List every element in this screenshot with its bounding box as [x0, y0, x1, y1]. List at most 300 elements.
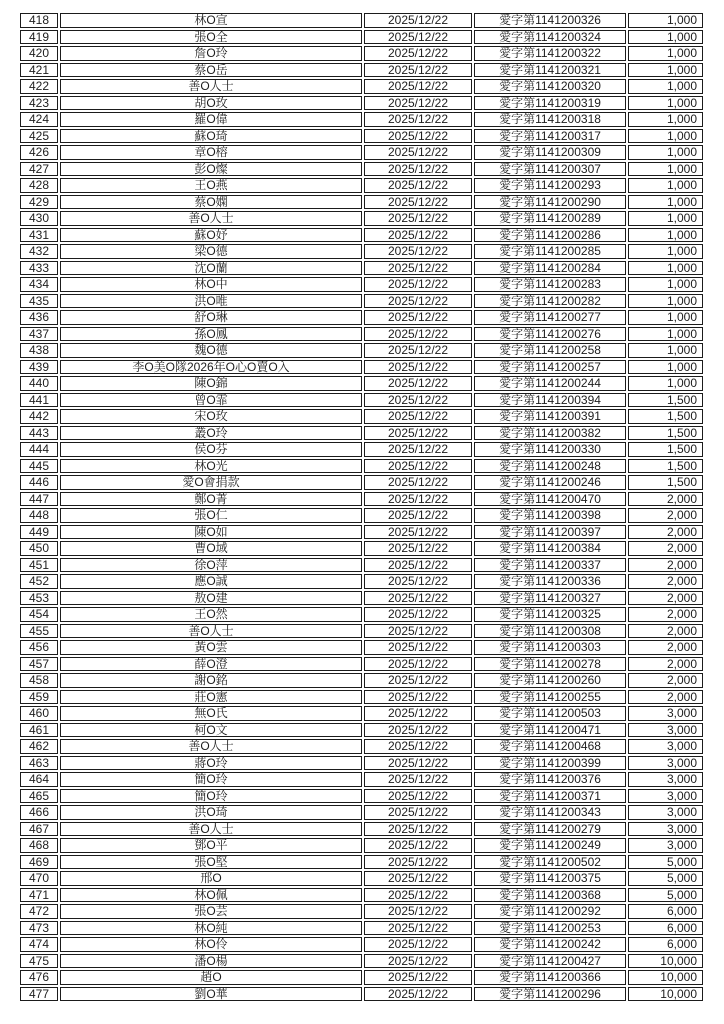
receipt-number: 愛字第1141200289 [474, 211, 626, 226]
donation-date: 2025/12/22 [364, 96, 472, 111]
table-row [20, 888, 703, 903]
receipt-number: 愛字第1141200397 [474, 525, 626, 540]
donation-amount: 2,000 [628, 541, 703, 556]
donation-date: 2025/12/22 [364, 888, 472, 903]
row-number: 468 [20, 838, 58, 853]
donation-amount: 6,000 [628, 921, 703, 936]
table-row [20, 79, 703, 94]
donation-amount: 1,000 [628, 277, 703, 292]
table-row [20, 492, 703, 507]
donor-name: 孫O鳳 [60, 327, 362, 342]
donor-name: 陳O如 [60, 525, 362, 540]
donation-amount: 1,000 [628, 244, 703, 259]
row-number: 438 [20, 343, 58, 358]
donor-name: 張O全 [60, 30, 362, 45]
donation-date: 2025/12/22 [364, 607, 472, 622]
table-row [20, 574, 703, 589]
donation-date: 2025/12/22 [364, 261, 472, 276]
donation-amount: 3,000 [628, 706, 703, 721]
row-number: 455 [20, 624, 58, 639]
donation-amount: 2,000 [628, 591, 703, 606]
row-number: 426 [20, 145, 58, 160]
table-row [20, 277, 703, 292]
row-number: 457 [20, 657, 58, 672]
receipt-number: 愛字第1141200376 [474, 772, 626, 787]
donor-name: 宋O玫 [60, 409, 362, 424]
donation-date: 2025/12/22 [364, 987, 472, 1002]
row-number: 449 [20, 525, 58, 540]
receipt-number: 愛字第1141200257 [474, 360, 626, 375]
donor-name: 胡O玫 [60, 96, 362, 111]
donor-name: 蔡O嫻 [60, 195, 362, 210]
donor-name: 林O宣 [60, 13, 362, 28]
donation-date: 2025/12/22 [364, 244, 472, 259]
donor-name: 王O燕 [60, 178, 362, 193]
receipt-number: 愛字第1141200324 [474, 30, 626, 45]
donor-name: 善O人士 [60, 822, 362, 837]
donation-amount: 1,500 [628, 442, 703, 457]
receipt-number: 愛字第1141200326 [474, 13, 626, 28]
donor-name: 鄧O平 [60, 838, 362, 853]
receipt-number: 愛字第1141200296 [474, 987, 626, 1002]
donation-amount: 2,000 [628, 525, 703, 540]
row-number: 421 [20, 63, 58, 78]
donation-date: 2025/12/22 [364, 195, 472, 210]
table-row [20, 409, 703, 424]
receipt-number: 愛字第1141200260 [474, 673, 626, 688]
donation-date: 2025/12/22 [364, 541, 472, 556]
donation-amount: 1,000 [628, 129, 703, 144]
donor-name: 曾O霏 [60, 393, 362, 408]
row-number: 432 [20, 244, 58, 259]
table-row [20, 756, 703, 771]
donor-name: 張O仁 [60, 508, 362, 523]
receipt-number: 愛字第1141200249 [474, 838, 626, 853]
receipt-number: 愛字第1141200258 [474, 343, 626, 358]
donation-amount: 3,000 [628, 756, 703, 771]
table-row [20, 475, 703, 490]
table-row [20, 63, 703, 78]
row-number: 466 [20, 805, 58, 820]
donor-name: 無O氏 [60, 706, 362, 721]
donor-name: 洪O唯 [60, 294, 362, 309]
donation-date: 2025/12/22 [364, 558, 472, 573]
table-row [20, 921, 703, 936]
donor-name: 彭O燦 [60, 162, 362, 177]
donor-name: 鄭O菁 [60, 492, 362, 507]
receipt-number: 愛字第1141200503 [474, 706, 626, 721]
receipt-number: 愛字第1141200399 [474, 756, 626, 771]
receipt-number: 愛字第1141200293 [474, 178, 626, 193]
receipt-number: 愛字第1141200468 [474, 739, 626, 754]
donation-table [18, 11, 705, 1003]
row-number: 470 [20, 871, 58, 886]
donation-date: 2025/12/22 [364, 475, 472, 490]
donor-name: 叢O玲 [60, 426, 362, 441]
row-number: 448 [20, 508, 58, 523]
table-row [20, 294, 703, 309]
row-number: 427 [20, 162, 58, 177]
row-number: 467 [20, 822, 58, 837]
donation-date: 2025/12/22 [364, 574, 472, 589]
donation-date: 2025/12/22 [364, 640, 472, 655]
receipt-number: 愛字第1141200277 [474, 310, 626, 325]
donor-name: 張O芸 [60, 904, 362, 919]
donor-name: 敖O建 [60, 591, 362, 606]
donation-amount: 10,000 [628, 954, 703, 969]
donor-name: 黃O雲 [60, 640, 362, 655]
receipt-number: 愛字第1141200303 [474, 640, 626, 655]
donation-amount: 1,500 [628, 459, 703, 474]
table-row [20, 772, 703, 787]
donation-date: 2025/12/22 [364, 937, 472, 952]
donation-date: 2025/12/22 [364, 211, 472, 226]
row-number: 442 [20, 409, 58, 424]
receipt-number: 愛字第1141200368 [474, 888, 626, 903]
donation-date: 2025/12/22 [364, 409, 472, 424]
donor-name: 應O誠 [60, 574, 362, 589]
table-row [20, 970, 703, 985]
table-row [20, 426, 703, 441]
donation-date: 2025/12/22 [364, 624, 472, 639]
donation-date: 2025/12/22 [364, 129, 472, 144]
table-row [20, 343, 703, 358]
donation-date: 2025/12/22 [364, 426, 472, 441]
row-number: 450 [20, 541, 58, 556]
table-row [20, 211, 703, 226]
donor-name: 莊O憲 [60, 690, 362, 705]
table-row [20, 459, 703, 474]
donor-name: 羅O偉 [60, 112, 362, 127]
row-number: 447 [20, 492, 58, 507]
receipt-number: 愛字第1141200327 [474, 591, 626, 606]
donation-amount: 1,000 [628, 63, 703, 78]
table-row [20, 723, 703, 738]
donor-name: 沈O蘭 [60, 261, 362, 276]
row-number: 440 [20, 376, 58, 391]
receipt-number: 愛字第1141200276 [474, 327, 626, 342]
receipt-number: 愛字第1141200391 [474, 409, 626, 424]
donation-amount: 10,000 [628, 970, 703, 985]
donor-name: 劉O華 [60, 987, 362, 1002]
donation-amount: 5,000 [628, 871, 703, 886]
table-row [20, 673, 703, 688]
receipt-number: 愛字第1141200322 [474, 46, 626, 61]
donor-name: 柯O文 [60, 723, 362, 738]
donation-amount: 3,000 [628, 805, 703, 820]
table-row [20, 129, 703, 144]
receipt-number: 愛字第1141200394 [474, 393, 626, 408]
receipt-number: 愛字第1141200398 [474, 508, 626, 523]
donation-date: 2025/12/22 [364, 360, 472, 375]
donation-amount: 1,000 [628, 79, 703, 94]
row-number: 461 [20, 723, 58, 738]
donation-amount: 1,000 [628, 294, 703, 309]
receipt-number: 愛字第1141200427 [474, 954, 626, 969]
donation-amount: 2,000 [628, 673, 703, 688]
receipt-number: 愛字第1141200282 [474, 294, 626, 309]
table-row [20, 13, 703, 28]
donor-name: 薛O澄 [60, 657, 362, 672]
table-row [20, 739, 703, 754]
row-number: 441 [20, 393, 58, 408]
donor-name: 梁O德 [60, 244, 362, 259]
receipt-number: 愛字第1141200284 [474, 261, 626, 276]
donor-name: 魏O德 [60, 343, 362, 358]
receipt-number: 愛字第1141200384 [474, 541, 626, 556]
receipt-number: 愛字第1141200471 [474, 723, 626, 738]
donor-name: 蔡O岳 [60, 63, 362, 78]
receipt-number: 愛字第1141200246 [474, 475, 626, 490]
donation-amount: 1,000 [628, 327, 703, 342]
donation-amount: 5,000 [628, 855, 703, 870]
table-row [20, 838, 703, 853]
donation-date: 2025/12/22 [364, 79, 472, 94]
row-number: 469 [20, 855, 58, 870]
row-number: 431 [20, 228, 58, 243]
row-number: 436 [20, 310, 58, 325]
donor-name: 善O人士 [60, 739, 362, 754]
table-row [20, 607, 703, 622]
donation-amount: 1,000 [628, 145, 703, 160]
donation-amount: 2,000 [628, 492, 703, 507]
donation-date: 2025/12/22 [364, 525, 472, 540]
table-row [20, 162, 703, 177]
donation-amount: 1,500 [628, 426, 703, 441]
row-number: 420 [20, 46, 58, 61]
donation-date: 2025/12/22 [364, 228, 472, 243]
table-row [20, 871, 703, 886]
donation-date: 2025/12/22 [364, 343, 472, 358]
receipt-number: 愛字第1141200336 [474, 574, 626, 589]
donation-amount: 1,000 [628, 195, 703, 210]
donation-date: 2025/12/22 [364, 294, 472, 309]
table-row [20, 706, 703, 721]
donation-date: 2025/12/22 [364, 327, 472, 342]
table-row [20, 145, 703, 160]
donation-amount: 2,000 [628, 624, 703, 639]
row-number: 454 [20, 607, 58, 622]
donation-date: 2025/12/22 [364, 822, 472, 837]
donation-date: 2025/12/22 [364, 178, 472, 193]
donation-date: 2025/12/22 [364, 13, 472, 28]
receipt-number: 愛字第1141200286 [474, 228, 626, 243]
donation-date: 2025/12/22 [364, 112, 472, 127]
donation-table-body [20, 13, 703, 1001]
donor-name: 陳O錦 [60, 376, 362, 391]
donation-amount: 1,000 [628, 112, 703, 127]
donor-name: 蘇O琦 [60, 129, 362, 144]
receipt-number: 愛字第1141200290 [474, 195, 626, 210]
row-number: 424 [20, 112, 58, 127]
donor-name: 趙O [60, 970, 362, 985]
donation-date: 2025/12/22 [364, 591, 472, 606]
donation-date: 2025/12/22 [364, 442, 472, 457]
donor-name: 李O美O隊2026年O心O賣O入 [60, 360, 362, 375]
receipt-number: 愛字第1141200308 [474, 624, 626, 639]
table-row [20, 987, 703, 1002]
donor-name: 善O人士 [60, 624, 362, 639]
receipt-number: 愛字第1141200248 [474, 459, 626, 474]
receipt-number: 愛字第1141200244 [474, 376, 626, 391]
donation-amount: 1,000 [628, 261, 703, 276]
row-number: 473 [20, 921, 58, 936]
table-row [20, 228, 703, 243]
row-number: 428 [20, 178, 58, 193]
receipt-number: 愛字第1141200255 [474, 690, 626, 705]
donation-amount: 2,000 [628, 690, 703, 705]
row-number: 437 [20, 327, 58, 342]
donor-name: 簡O玲 [60, 772, 362, 787]
donor-name: 林O中 [60, 277, 362, 292]
table-row [20, 30, 703, 45]
row-number: 451 [20, 558, 58, 573]
row-number: 471 [20, 888, 58, 903]
table-row [20, 640, 703, 655]
row-number: 474 [20, 937, 58, 952]
table-row [20, 805, 703, 820]
table-row [20, 558, 703, 573]
table-row [20, 96, 703, 111]
receipt-number: 愛字第1141200371 [474, 789, 626, 804]
row-number: 464 [20, 772, 58, 787]
table-row [20, 195, 703, 210]
donor-name: 章O榕 [60, 145, 362, 160]
row-number: 462 [20, 739, 58, 754]
row-number: 475 [20, 954, 58, 969]
row-number: 419 [20, 30, 58, 45]
receipt-number: 愛字第1141200279 [474, 822, 626, 837]
table-row [20, 624, 703, 639]
donor-name: 詹O玲 [60, 46, 362, 61]
donation-amount: 1,000 [628, 178, 703, 193]
donor-name: 善O人士 [60, 211, 362, 226]
table-row [20, 360, 703, 375]
donation-amount: 1,000 [628, 360, 703, 375]
receipt-number: 愛字第1141200278 [474, 657, 626, 672]
donation-date: 2025/12/22 [364, 459, 472, 474]
donation-amount: 3,000 [628, 789, 703, 804]
donation-date: 2025/12/22 [364, 46, 472, 61]
donation-amount: 1,000 [628, 211, 703, 226]
row-number: 443 [20, 426, 58, 441]
table-row [20, 789, 703, 804]
receipt-number: 愛字第1141200283 [474, 277, 626, 292]
donation-date: 2025/12/22 [364, 690, 472, 705]
row-number: 460 [20, 706, 58, 721]
donation-date: 2025/12/22 [364, 970, 472, 985]
table-row [20, 442, 703, 457]
table-row [20, 393, 703, 408]
row-number: 456 [20, 640, 58, 655]
table-row [20, 937, 703, 952]
donor-name: 林O純 [60, 921, 362, 936]
donor-name: 蔣O玲 [60, 756, 362, 771]
donor-name: 愛O會捐款 [60, 475, 362, 490]
table-row [20, 822, 703, 837]
receipt-number: 愛字第1141200343 [474, 805, 626, 820]
donation-date: 2025/12/22 [364, 310, 472, 325]
donor-name: 舒O琳 [60, 310, 362, 325]
row-number: 463 [20, 756, 58, 771]
receipt-number: 愛字第1141200470 [474, 492, 626, 507]
donor-name: 林O光 [60, 459, 362, 474]
receipt-number: 愛字第1141200307 [474, 162, 626, 177]
donation-date: 2025/12/22 [364, 871, 472, 886]
donation-date: 2025/12/22 [364, 508, 472, 523]
donation-amount: 1,000 [628, 376, 703, 391]
receipt-number: 愛字第1141200253 [474, 921, 626, 936]
row-number: 446 [20, 475, 58, 490]
donor-name: 徐O萍 [60, 558, 362, 573]
receipt-number: 愛字第1141200318 [474, 112, 626, 127]
donor-name: 邢O [60, 871, 362, 886]
row-number: 434 [20, 277, 58, 292]
donation-date: 2025/12/22 [364, 706, 472, 721]
table-row [20, 954, 703, 969]
row-number: 430 [20, 211, 58, 226]
donation-date: 2025/12/22 [364, 393, 472, 408]
donation-amount: 2,000 [628, 574, 703, 589]
table-row [20, 591, 703, 606]
donation-amount: 2,000 [628, 657, 703, 672]
donation-date: 2025/12/22 [364, 277, 472, 292]
row-number: 465 [20, 789, 58, 804]
row-number: 452 [20, 574, 58, 589]
receipt-number: 愛字第1141200317 [474, 129, 626, 144]
table-row [20, 690, 703, 705]
row-number: 453 [20, 591, 58, 606]
donation-amount: 1,000 [628, 46, 703, 61]
donation-amount: 1,000 [628, 343, 703, 358]
donation-amount: 1,500 [628, 393, 703, 408]
donation-amount: 1,000 [628, 13, 703, 28]
donation-amount: 2,000 [628, 640, 703, 655]
receipt-number: 愛字第1141200375 [474, 871, 626, 886]
donation-date: 2025/12/22 [364, 145, 472, 160]
donor-name: 林O伶 [60, 937, 362, 952]
donation-amount: 6,000 [628, 937, 703, 952]
donation-date: 2025/12/22 [364, 162, 472, 177]
receipt-number: 愛字第1141200319 [474, 96, 626, 111]
donation-date: 2025/12/22 [364, 855, 472, 870]
row-number: 423 [20, 96, 58, 111]
row-number: 458 [20, 673, 58, 688]
donor-name: 曹O域 [60, 541, 362, 556]
table-row [20, 178, 703, 193]
receipt-number: 愛字第1141200309 [474, 145, 626, 160]
donation-amount: 5,000 [628, 888, 703, 903]
donation-date: 2025/12/22 [364, 376, 472, 391]
donation-amount: 10,000 [628, 987, 703, 1002]
table-row [20, 261, 703, 276]
table-row [20, 376, 703, 391]
row-number: 477 [20, 987, 58, 1002]
row-number: 472 [20, 904, 58, 919]
donation-amount: 2,000 [628, 558, 703, 573]
donation-amount: 3,000 [628, 838, 703, 853]
donation-date: 2025/12/22 [364, 673, 472, 688]
row-number: 435 [20, 294, 58, 309]
table-row [20, 327, 703, 342]
donor-name: 林O佩 [60, 888, 362, 903]
donor-name: 簡O玲 [60, 789, 362, 804]
donation-date: 2025/12/22 [364, 30, 472, 45]
donation-date: 2025/12/22 [364, 492, 472, 507]
row-number: 422 [20, 79, 58, 94]
donation-amount: 2,000 [628, 607, 703, 622]
donation-amount: 3,000 [628, 723, 703, 738]
